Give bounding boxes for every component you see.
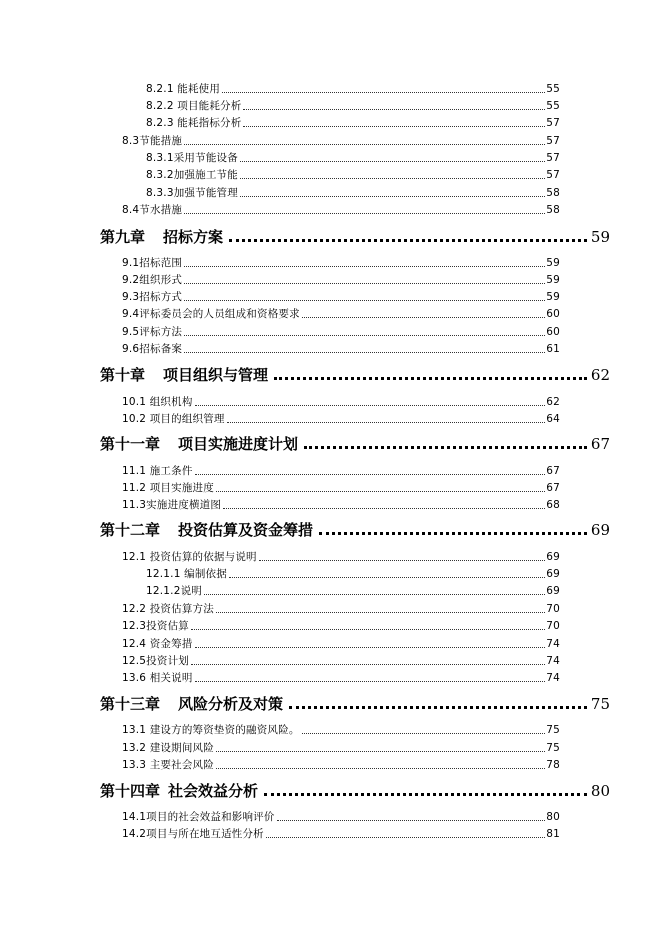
- toc-entry-label: 8.3节能措施: [122, 135, 183, 147]
- toc-chapter-entry[interactable]: [100, 520, 610, 540]
- toc-entry[interactable]: [122, 723, 560, 737]
- chapter-number: 第十四章: [100, 782, 161, 800]
- toc-page-number: 75: [546, 742, 560, 754]
- toc-page-number: 59: [546, 274, 560, 286]
- toc-page-number: 57: [546, 169, 560, 181]
- toc-page-number: 69: [546, 568, 560, 580]
- toc-entry[interactable]: [122, 498, 560, 512]
- toc-entry-label: 12.1.1 编制依据: [146, 568, 227, 580]
- chapter-title: 风险分析及对策: [178, 695, 284, 713]
- toc-entry[interactable]: [146, 168, 560, 182]
- toc-chapter-entry[interactable]: [100, 434, 610, 454]
- toc-page-number: 69: [546, 551, 560, 563]
- dot-leader: [184, 213, 545, 214]
- toc-page-number: 59: [590, 228, 610, 246]
- toc-page-number: 70: [546, 603, 560, 615]
- toc-page-number: 59: [546, 257, 560, 269]
- dot-leader: [204, 594, 545, 595]
- dot-leader: [191, 664, 545, 665]
- toc-entry-label: 11.1 施工条件: [122, 465, 193, 477]
- dot-leader: [195, 405, 545, 406]
- dot-leader: [216, 612, 545, 613]
- toc-chapter-entry[interactable]: [100, 781, 610, 801]
- dot-leader: [184, 144, 545, 145]
- toc-entry[interactable]: [146, 186, 560, 200]
- toc-chapter-entry[interactable]: [100, 694, 610, 714]
- toc-entry[interactable]: [122, 273, 560, 287]
- toc-entry[interactable]: [122, 134, 560, 148]
- toc-entry[interactable]: [122, 741, 560, 755]
- toc-entry[interactable]: [146, 584, 560, 598]
- chapter-number: 第十二章: [100, 521, 161, 539]
- chapter-title: 招标方案: [163, 228, 224, 246]
- toc-entry-label: 13.3 主要社会风险: [122, 759, 214, 771]
- dot-leader: [229, 577, 545, 578]
- toc-page-number: 62: [590, 366, 610, 384]
- toc-entry-label: 8.2.1 能耗使用: [146, 83, 221, 95]
- toc-page-number: 57: [546, 135, 560, 147]
- toc-entry[interactable]: [122, 256, 560, 270]
- dot-leader: [289, 706, 587, 709]
- chapter-number: 第十三章: [100, 695, 161, 713]
- dot-leader: [264, 793, 587, 796]
- toc-entry-label: 8.4节水措施: [122, 204, 183, 216]
- toc-entry-label: 11.3实施进度横道图: [122, 499, 222, 511]
- toc-entry-label: 12.5投资计划: [122, 655, 189, 667]
- toc-page-number: 74: [546, 638, 560, 650]
- dot-leader: [240, 161, 545, 162]
- toc-page-number: 61: [546, 343, 560, 355]
- toc-entry-label: 13.6 相关说明: [122, 672, 193, 684]
- toc-entry-label: 9.5评标方法: [122, 326, 183, 338]
- toc-entry-label: 13.2 建设期间风险: [122, 742, 214, 754]
- toc-entry-label: 9.1招标范围: [122, 257, 183, 269]
- toc-chapter-entry[interactable]: [100, 227, 610, 247]
- toc-entry[interactable]: [122, 464, 560, 478]
- toc-entry-label: 14.1项目的社会效益和影响评价: [122, 811, 275, 823]
- toc-entry-label: 8.3.2加强施工节能: [146, 169, 238, 181]
- dot-leader: [229, 239, 587, 242]
- dot-leader: [277, 820, 545, 821]
- dot-leader: [302, 317, 545, 318]
- dot-leader: [216, 768, 545, 769]
- toc-chapter-entry[interactable]: [100, 365, 610, 385]
- toc-entry[interactable]: [146, 116, 560, 130]
- toc-page-number: 80: [546, 811, 560, 823]
- toc-entry-label: 10.2 项目的组织管理: [122, 413, 225, 425]
- toc-page-number: 57: [546, 117, 560, 129]
- toc-page-number: 57: [546, 152, 560, 164]
- toc-page-number: 67: [546, 465, 560, 477]
- toc-page-number: 80: [590, 782, 610, 800]
- dot-leader: [266, 837, 545, 838]
- toc-page-number: 67: [546, 482, 560, 494]
- toc-page-number: 78: [546, 759, 560, 771]
- dot-leader: [184, 283, 545, 284]
- chapter-title: 社会效益分析: [168, 782, 259, 800]
- toc-entry-label: 13.1 建设方的筹资垫资的融资风险。: [122, 724, 300, 736]
- dot-leader: [184, 266, 545, 267]
- dot-leader: [274, 377, 587, 380]
- toc-entry[interactable]: [146, 151, 560, 165]
- toc-entry[interactable]: [122, 602, 560, 616]
- dot-leader: [222, 92, 545, 93]
- toc-entry[interactable]: [122, 290, 560, 304]
- toc-entry[interactable]: [122, 758, 560, 772]
- toc-entry[interactable]: [122, 654, 560, 668]
- toc-entry[interactable]: [146, 567, 560, 581]
- dot-leader: [184, 300, 545, 301]
- toc-page-number: 62: [546, 396, 560, 408]
- toc-entry-label: 12.1 投资估算的依据与说明: [122, 551, 257, 563]
- toc-entry-label: 9.6招标备案: [122, 343, 183, 355]
- chapter-number: 第十一章: [100, 435, 161, 453]
- toc-page-number: 55: [546, 100, 560, 112]
- chapter-number: 第九章: [100, 228, 146, 246]
- toc-entry-label: 12.1.2说明: [146, 585, 202, 597]
- toc-entry[interactable]: [122, 325, 560, 339]
- toc-entry[interactable]: [122, 307, 560, 321]
- toc-page-number: 74: [546, 672, 560, 684]
- toc-entry[interactable]: [122, 481, 560, 495]
- chapter-title: 项目组织与管理: [163, 366, 269, 384]
- toc-entry[interactable]: [146, 99, 560, 113]
- toc-page-number: 68: [546, 499, 560, 511]
- dot-leader: [304, 446, 587, 449]
- toc-entry[interactable]: [122, 342, 560, 356]
- toc-entry-label: 8.2.2 项目能耗分析: [146, 100, 242, 112]
- toc-page-number: 70: [546, 620, 560, 632]
- toc-entry-label: 12.4 资金筹措: [122, 638, 193, 650]
- toc-entry[interactable]: [122, 395, 560, 409]
- toc-page-number: 74: [546, 655, 560, 667]
- dot-leader: [240, 196, 545, 197]
- dot-leader: [223, 508, 545, 509]
- toc-entry[interactable]: [122, 619, 560, 633]
- toc-page-number: 75: [546, 724, 560, 736]
- toc-page-number: 81: [546, 828, 560, 840]
- chapter-title: 项目实施进度计划: [178, 435, 299, 453]
- toc-page-number: 69: [590, 521, 610, 539]
- dot-leader: [184, 352, 545, 353]
- dot-leader: [216, 491, 545, 492]
- dot-leader: [191, 629, 545, 630]
- toc-entry[interactable]: [122, 550, 560, 564]
- toc-page-number: 60: [546, 326, 560, 338]
- dot-leader: [195, 474, 545, 475]
- toc-entry[interactable]: [122, 412, 560, 426]
- chapter-title: 投资估算及资金筹措: [178, 521, 314, 539]
- toc-entry[interactable]: [146, 82, 560, 96]
- toc-entry-label: 12.3投资估算: [122, 620, 189, 632]
- toc-page-number: 59: [546, 291, 560, 303]
- toc-page-number: 67: [590, 435, 610, 453]
- chapter-number: 第十章: [100, 366, 146, 384]
- dot-leader: [319, 532, 587, 535]
- dot-leader: [243, 109, 545, 110]
- dot-leader: [243, 126, 545, 127]
- toc-entry-label: 8.3.1采用节能设备: [146, 152, 238, 164]
- toc-page-number: 55: [546, 83, 560, 95]
- toc-entry-label: 14.2项目与所在地互适性分析: [122, 828, 264, 840]
- dot-leader: [259, 560, 545, 561]
- dot-leader: [227, 422, 545, 423]
- toc-page-number: 75: [590, 695, 610, 713]
- toc-entry[interactable]: [122, 671, 560, 685]
- toc-page-number: 64: [546, 413, 560, 425]
- dot-leader: [195, 681, 545, 682]
- toc-page-number: 60: [546, 308, 560, 320]
- toc-entry[interactable]: [122, 810, 560, 824]
- toc-entry-label: 8.3.3加强节能管理: [146, 187, 238, 199]
- toc-entry-label: 9.3招标方式: [122, 291, 183, 303]
- toc-entry-label: 9.4评标委员会的人员组成和资格要求: [122, 308, 300, 320]
- toc-entry-label: 8.2.3 能耗指标分析: [146, 117, 242, 129]
- toc-page-number: 69: [546, 585, 560, 597]
- dot-leader: [302, 733, 545, 734]
- toc-entry-label: 11.2 项目实施进度: [122, 482, 214, 494]
- dot-leader: [240, 178, 545, 179]
- toc-entry[interactable]: [122, 827, 560, 841]
- toc-entry[interactable]: [122, 637, 560, 651]
- toc-entry[interactable]: [122, 203, 560, 217]
- dot-leader: [195, 647, 545, 648]
- toc-entry-label: 10.1 组织机构: [122, 396, 193, 408]
- toc-entry-label: 12.2 投资估算方法: [122, 603, 214, 615]
- toc-page-number: 58: [546, 204, 560, 216]
- toc-entry-label: 9.2组织形式: [122, 274, 183, 286]
- dot-leader: [184, 335, 545, 336]
- dot-leader: [216, 751, 545, 752]
- toc-page-number: 58: [546, 187, 560, 199]
